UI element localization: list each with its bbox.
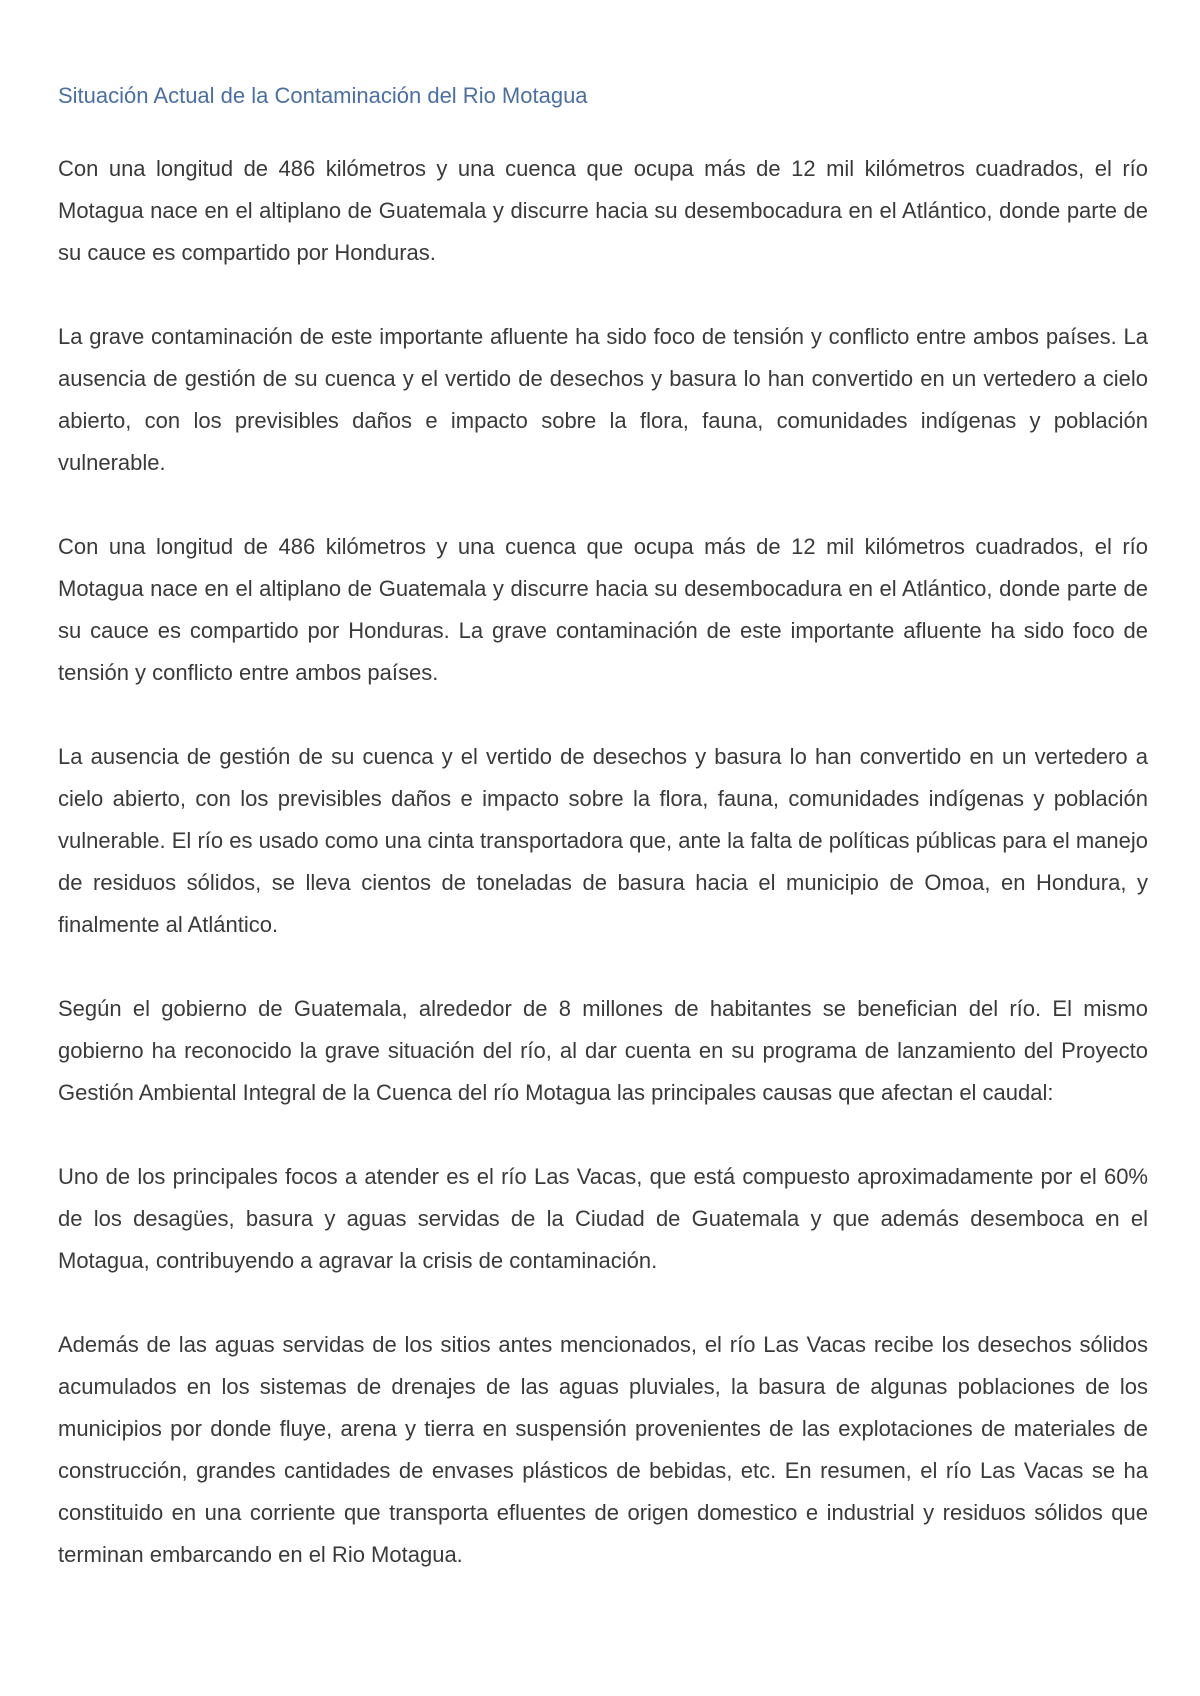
paragraph: Con una longitud de 486 kilómetros y una cuenca que ocupa más de 12 mil kilómetros cuadrados, el río Motagua nace en el altiplano de Guatemala y discurre hacia su desembocadura en el Atlántico, donde parte de su cauce es compartido por Honduras. xyxy=(58,156,1148,265)
paragraph: Con una longitud de 486 kilómetros y una cuenca que ocupa más de 12 mil kilómetros cuadrados, el río Motagua nace en el altiplano de Guatemala y discurre hacia su desembocadura en el Atlántico, donde parte de su cauce es compartido por Honduras. La grave contaminación de este importante afluente ha sido foco de tensión y conflicto entre ambos países. xyxy=(58,534,1148,685)
document-title: Situación Actual de la Contaminación del Rio Motagua xyxy=(58,83,588,108)
paragraph: Según el gobierno de Guatemala, alrededor de 8 millones de habitantes se benefician del río. El mismo gobierno ha reconocido la grave situación del río, al dar cuenta en su programa de lanzamiento del Proyecto Gestión Ambiental Integral de la Cuenca del río Motagua las principales causas que afectan el caudal: xyxy=(58,996,1148,1105)
paragraph: Uno de los principales focos a atender es el río Las Vacas, que está compuesto aproximadamente por el 60% de los desagües, basura y aguas servidas de la Ciudad de Guatemala y que además desemboca en el Motagua, contribuyendo a agravar la crisis de contaminación. xyxy=(58,1164,1148,1273)
document-page xyxy=(58,76,1148,1618)
paragraph: La grave contaminación de este importante afluente ha sido foco de tensión y conflicto entre ambos países. La ausencia de gestión de su cuenca y el vertido de desechos y basura lo han convertido en un vertedero a cielo abierto, con los previsibles daños e impacto sobre la flora, fauna, comunidades indígenas y población vulnerable. xyxy=(58,324,1148,475)
paragraph: Además de las aguas servidas de los sitios antes mencionados, el río Las Vacas recibe los desechos sólidos acumulados en los sistemas de drenajes de las aguas pluviales, la basura de algunas poblaciones de los municipios por donde fluye, arena y tierra en suspensión provenientes de las explotaciones de materiales de construcción, grandes cantidades de envases plásticos de bebidas, etc. En resumen, el río Las Vacas se ha constituido en una corriente que transporta efluentes de origen domestico e industrial y residuos sólidos que terminan embarcando en el Rio Motagua. xyxy=(58,1332,1148,1567)
paragraph: La ausencia de gestión de su cuenca y el vertido de desechos y basura lo han convertido en un vertedero a cielo abierto, con los previsibles daños e impacto sobre la flora, fauna, comunidades indígenas y población vulnerable. El río es usado como una cinta transportadora que, ante la falta de políticas públicas para el manejo de residuos sólidos, se lleva cientos de toneladas de basura hacia el municipio de Omoa, en Hondura, y finalmente al Atlántico. xyxy=(58,744,1148,937)
